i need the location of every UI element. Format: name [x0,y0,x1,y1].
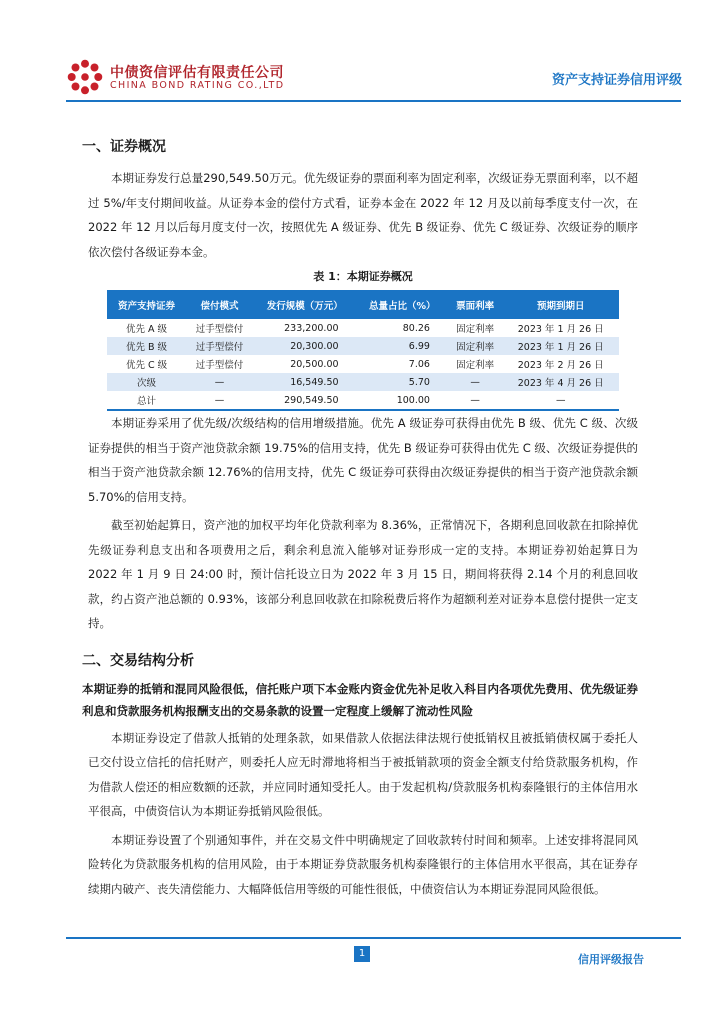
table-cell: 次级 [107,373,186,391]
table-header-cell: 票面利率 [448,290,502,319]
table-header-cell: 总量占比（%） [357,290,448,319]
table-cell: 过手型偿付 [186,337,253,355]
table-cell: 优先 B 级 [107,337,186,355]
table-cell: 7.06 [408,358,430,370]
table-cell: 总计 [107,391,186,410]
section-1-title: 一、证券概况 [82,139,166,155]
section-2-title: 二、交易结构分析 [82,652,194,669]
page-header [0,0,724,110]
table-row-total [107,391,619,410]
table-cell: — [502,391,619,410]
table-row [107,355,619,373]
table-cell: 固定利率 [456,360,495,371]
table-cell: 6.99 [357,337,448,355]
table-cell: 16,549.50 [253,373,357,391]
table-cell: 优先 A 级 [126,324,168,335]
section-1-paragraph-2: 本期证券采用了优先级/次级结构的信用增级措施。优先 A 级证券可获得由优先 B 级、优先 C 级、次级证券提供的相当于资产池贷款余额 19.75%的信用支持，优先 B 级证券可获得由优先 C 级、次级证券提供的相当于资产池贷款余额 12.76%的信用支持，优先 C 级证券可获得由次级证券提供的相当于资产池贷款余额 5.70%的信用支持。 [88,416,638,504]
company-name-cn: 中债资信评估有限责任公司 [110,65,284,81]
document-body [82,136,638,901]
table-cell: 固定利率 [448,337,502,355]
table-cell: — [186,373,253,391]
table-header-cell: 预期到期日 [502,290,619,319]
section-1-paragraph-3: 截至初始起算日，资产池的加权平均年化贷款利率为 8.36%，正常情况下，各期利息回收款在扣除掉优先级证券利息支出和各项费用之后，剩余利息流入能够对证券形成一定的支持。本期证券初始起算日为 2022 年 1 月 9 日 24:00 时，预计信托设立日为 2022 年 3 月 15 日，期间将获得 2.14 个月的利息回收款，约占资产池总额的 0.93%，该部分利息回收款在扣除税费后将作为超额利差对证券本息偿付提供一定支持。 [88,518,638,630]
table-cell: 过手型偿付 [195,360,244,371]
page-number: 1 [354,946,370,962]
table-cell: 80.26 [402,322,430,334]
section-2-paragraph-2: 本期证券设置了个别通知事件，并在交易文件中明确规定了回收款转付时间和频率。上述安排将混同风险转化为贷款服务机构的信用风险，由于本期证券贷款服务机构泰隆银行的主体信用水平很高，其在证券存续期内破产、丧失清偿能力、大幅降低信用等级的可能性很低，中债资信认为本期证券混同风险很低。 [88,832,638,896]
table-cell: 100.00 [357,391,448,410]
table-row [107,373,619,391]
table-caption: 表 1：本期证券概况 [313,270,413,283]
table-cell: 233,200.00 [284,322,339,334]
section-2-paragraph-1: 本期证券设定了借款人抵销的处理条款，如果借款人依据法律法规行使抵销权且被抵销债权属于委托人已交付设立信托的信托财产，则委托人应无时滞地将相当于被抵销款项的资金全额支付给贷款服务机构，作为借款人偿还的相应数额的还款，并应同时通知受托人。由于发起机构/贷款服务机构泰隆银行的主体信用水平很高，中债资信认为本期证券抵销风险很低。 [88,730,638,818]
table-cell: 2023 年 2 月 26 日 [517,360,604,371]
table-cell: 5.70 [357,373,448,391]
company-logo-icon [66,58,104,96]
table-header-cell: 资产支持证券 [107,290,186,319]
footer-label: 信用评级报告 [578,953,644,966]
table-cell: 优先 C 级 [125,360,168,371]
table-header-row [107,290,619,319]
table-cell: 2023 年 1 月 26 日 [502,337,619,355]
table-cell: 固定利率 [456,324,495,335]
section-1-paragraph-1: 本期证券发行总量290,549.50万元。优先级证券的票面利率为固定利率，次级证券无票面利率，以不超过 5%/年支付期间收益。从证券本金的偿付方式看，证券本金在 2022 年 12 月及以前每季度支付一次，在 2022 年 12 月以后每月度支付一次，按照优先 A 级证券、优先 B 级证券、优先 C 级证券、次级证券的顺序依次偿付各级证券本金。 [88,171,638,259]
table-cell: 20,300.00 [253,337,357,355]
table-row [107,337,619,355]
header-divider [66,100,681,102]
footer-divider [66,937,681,939]
company-name-en: CHINA BOND RATING CO.,LTD [110,80,285,91]
report-type-label: 资产支持证券信用评级 [551,73,682,88]
table-cell: — [186,391,253,410]
table-cell: 过手型偿付 [195,324,244,335]
table-cell: 2023 年 1 月 26 日 [517,324,604,335]
table-cell: 20,500.00 [290,358,339,370]
section-2-summary: 本期证券的抵销和混同风险很低，信托账户项下本金账内资金优先补足收入科目内各项优先费用、优先级证券利息和贷款服务机构报酬支出的交易条款的设置一定程度上缓解了流动性风险 [82,681,638,718]
table-header-cell: 发行规模（万元） [253,290,357,319]
table-cell: 2023 年 4 月 26 日 [502,373,619,391]
securities-overview-table [107,290,619,411]
table-cell: — [448,373,502,391]
table-row [107,319,619,337]
table-cell: 290,549.50 [253,391,357,410]
table-cell: — [448,391,502,410]
table-header-cell: 偿付模式 [186,290,253,319]
